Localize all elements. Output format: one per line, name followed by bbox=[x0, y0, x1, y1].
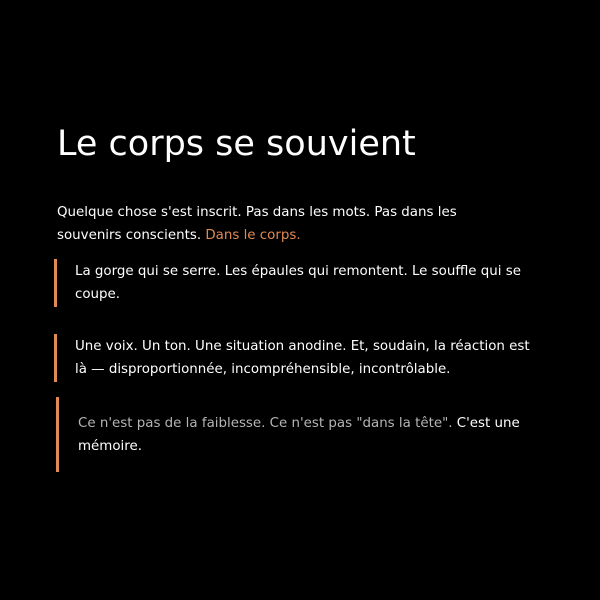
quote-text-2: Une voix. Un ton. Une situation anodine. Et, soudain, la réaction est là — disproportionnée, incompréhensible, incontrôlable. bbox=[75, 339, 530, 377]
intro-text: Quelque chose s'est inscrit. Pas dans les mots. Pas dans les souvenirs conscients. bbox=[57, 205, 457, 243]
quote-muted-text: Ce n'est pas de la faiblesse. Ce n'est pas "dans la tête". bbox=[78, 416, 457, 431]
intro-highlight: Dans le corps. bbox=[205, 228, 301, 243]
quote-text-1: La gorge qui se serre. Les épaules qui remontent. Le souffle qui se coupe. bbox=[75, 264, 521, 302]
quote-block-1 bbox=[54, 259, 521, 307]
quote-text-3 bbox=[78, 412, 548, 458]
quote-block-2 bbox=[54, 334, 530, 382]
quote-strong-text: C'est une mémoire. bbox=[78, 416, 520, 454]
intro-paragraph bbox=[57, 201, 517, 247]
page-title: Le corps se souvient bbox=[57, 124, 416, 164]
quote-block-3 bbox=[56, 397, 520, 472]
